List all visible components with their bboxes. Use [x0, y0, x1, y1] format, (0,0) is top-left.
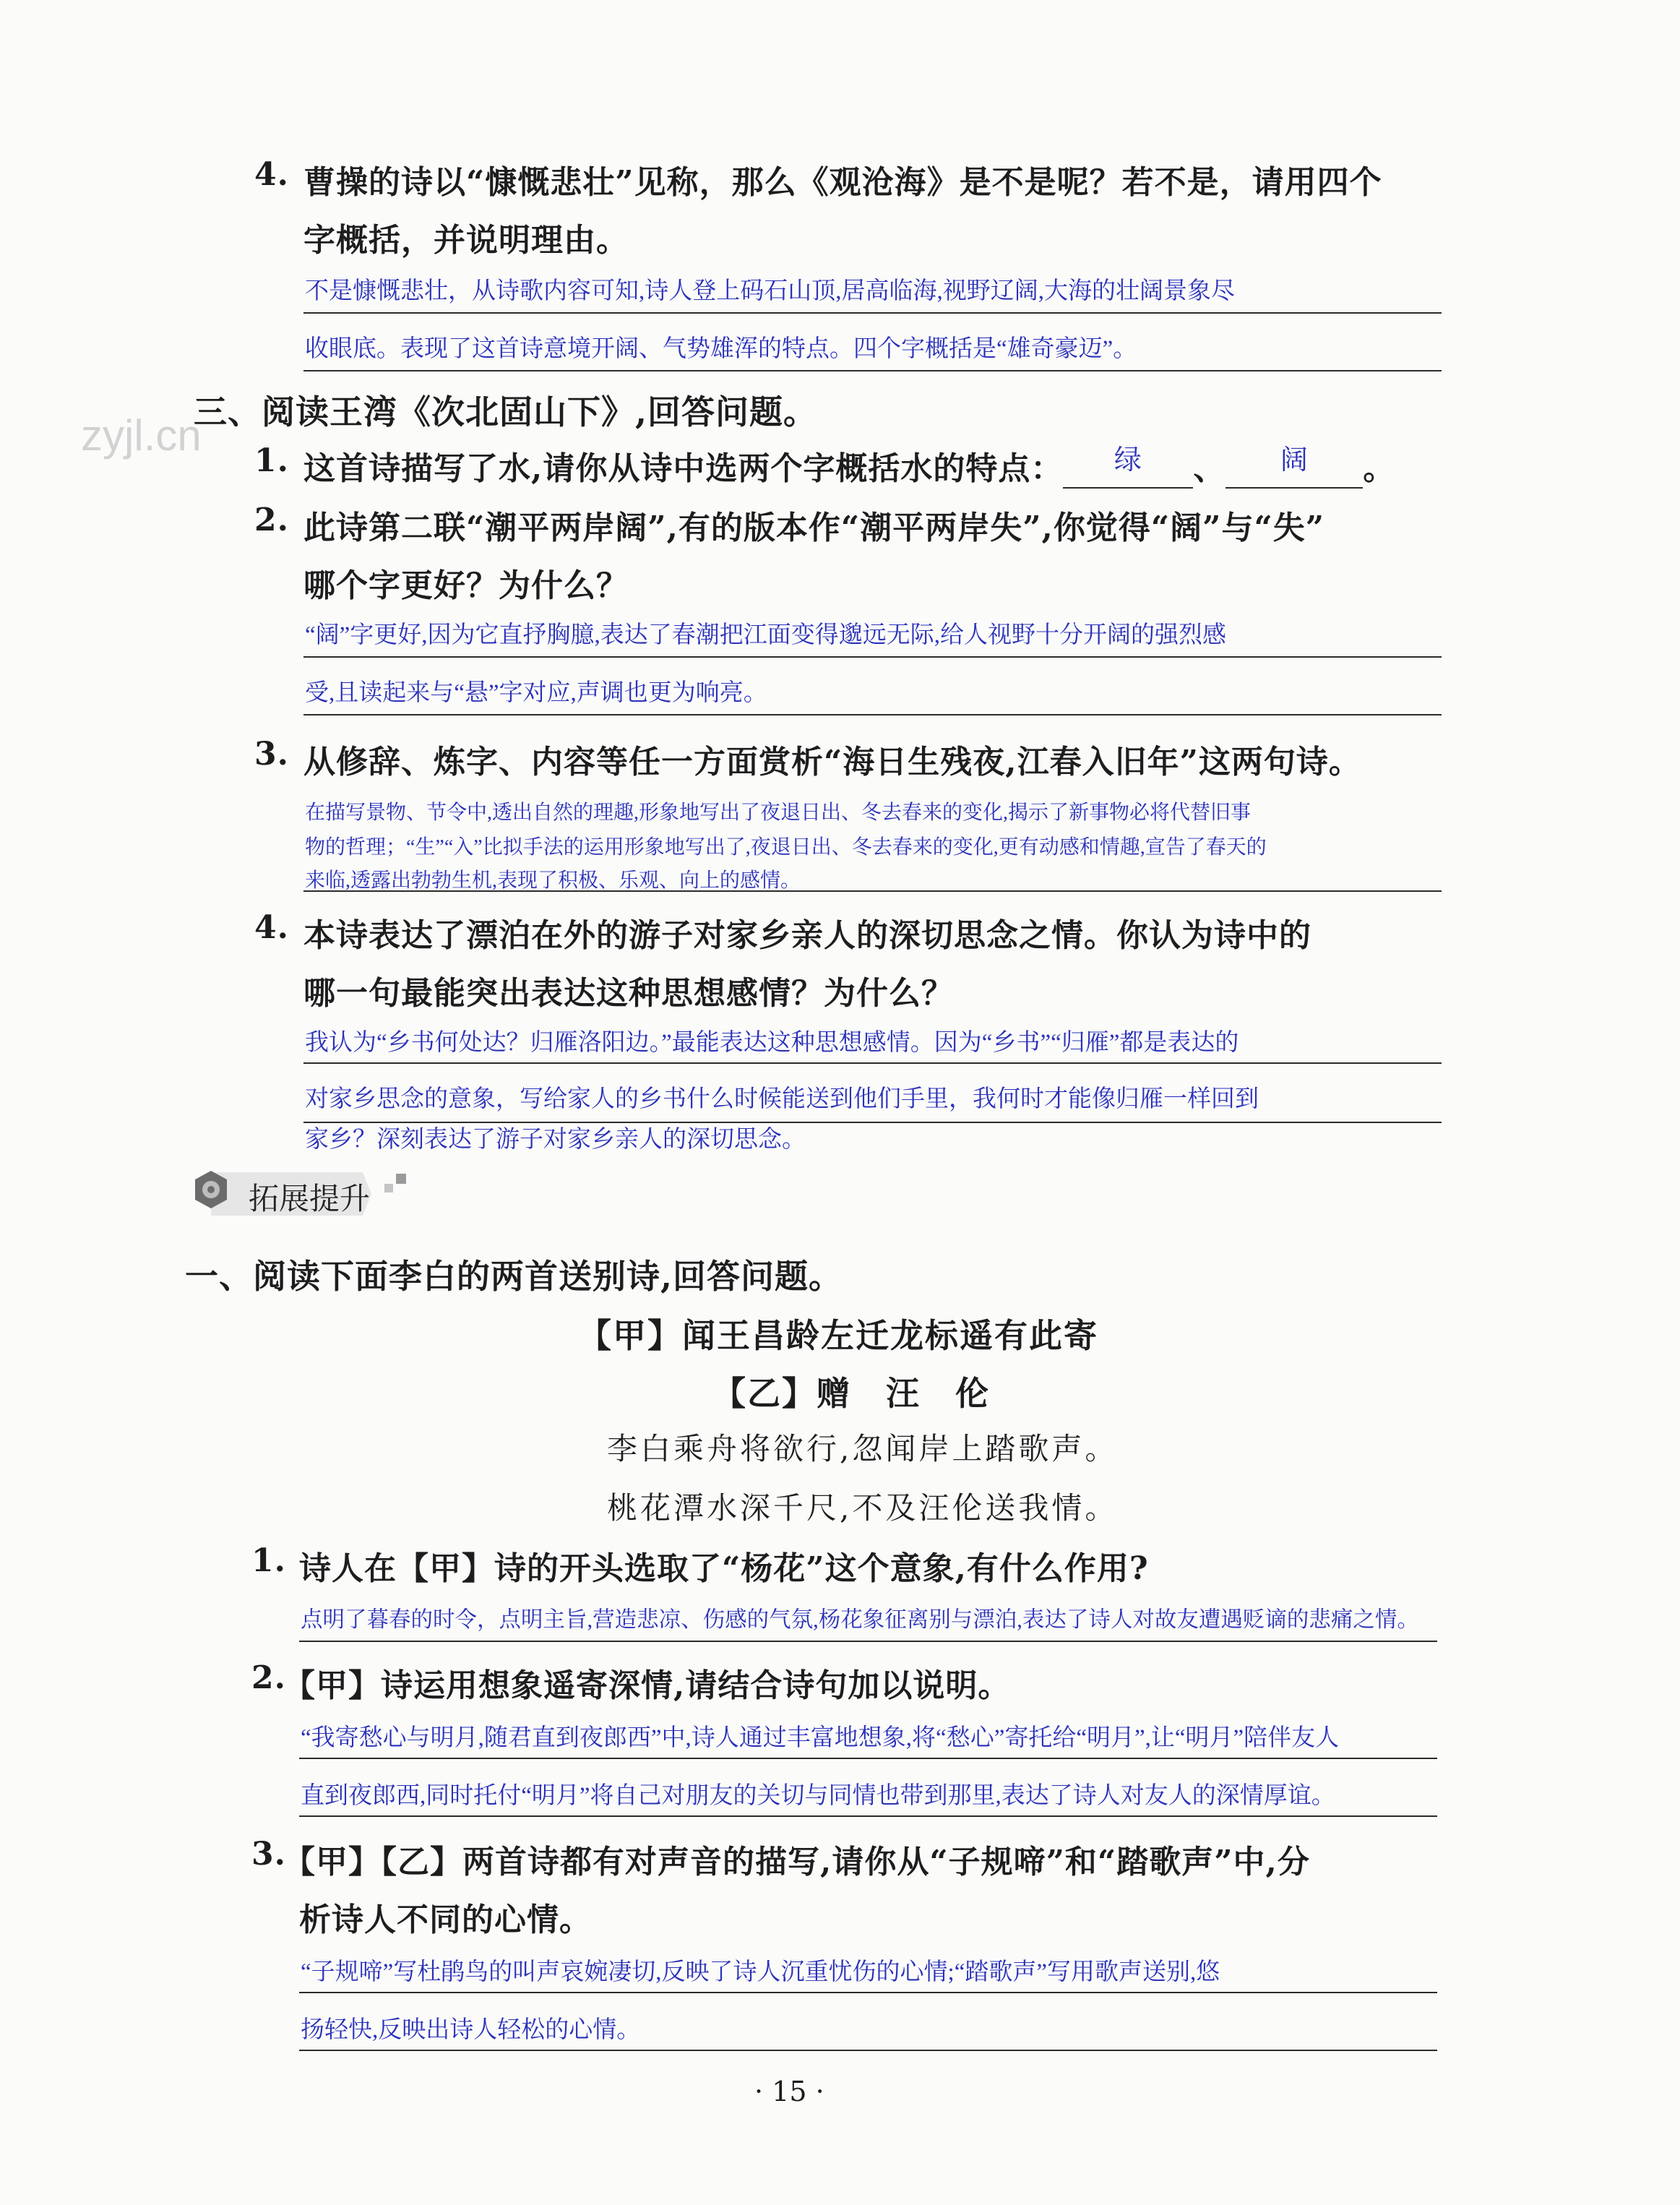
section-title: 三、阅读王湾《次北固山下》,回答问题。 [194, 392, 818, 431]
question-text: 诗人在【甲】诗的开头选取了“杨花”这个意象,有什么作用? [299, 1550, 1149, 1587]
question-number: 2. [251, 1659, 286, 1696]
separator: 、 [1193, 450, 1226, 487]
answer-line [303, 312, 1442, 314]
question-text: 【甲】诗运用想象遥寄深情,请结合诗句加以说明。 [283, 1667, 1011, 1704]
answer-text: 不是慷慨悲壮，从诗歌内容可知,诗人登上码石山顶,居高临海,视野辽阔,大海的壮阔景象尽 [305, 278, 1235, 304]
answer-text: 受,且读起来与“悬”字对应,声调也更为响亮。 [305, 680, 767, 706]
answer-text: 对家乡思念的意象，写给家人的乡书什么时候能送到他们手里，我何时才能像归雁一样回到 [305, 1086, 1259, 1112]
question-text: 哪一句最能突出表达这种思想感情？为什么？ [303, 975, 954, 1012]
question-text: 从修辞、炼字、内容等任一方面赏析“海日生残夜,江春入旧年”这两句诗。 [303, 744, 1361, 781]
answer-line [303, 714, 1442, 715]
question-number: 1. [251, 1542, 286, 1579]
answer-text: 来临,透露出勃勃生机,表现了积极、乐观、向上的感情。 [305, 869, 801, 892]
question-text: 哪个字更好？为什么？ [303, 567, 629, 604]
question-text: 析诗人不同的心情。 [299, 1901, 592, 1938]
answer-text: 扬轻快,反映出诗人轻松的心情。 [301, 2017, 641, 2043]
poem-title: 【乙】赠 汪 伦 [712, 1374, 990, 1413]
question-number: 2. [254, 502, 289, 538]
question-text: 【甲】【乙】两首诗都有对声音的描写,请你从“子规啼”和“踏歌声”中,分 [283, 1844, 1310, 1881]
question-number: 3. [251, 1836, 286, 1873]
answer-text: “阔”字更好,因为它直抒胸臆,表达了春潮把江面变得邈远无际,给人视野十分开阔的强烈感 [305, 622, 1227, 648]
question-text: 曹操的诗以“慷慨悲壮”见称，那么《观沧海》是不是呢？若不是，请用四个 [303, 164, 1382, 201]
answer-line [299, 1758, 1437, 1759]
question-text [303, 442, 1395, 489]
answer-fill: 绿 [1113, 444, 1142, 476]
poem-title: 【甲】闻王昌龄左迁龙标遥有此寄 [578, 1316, 1098, 1355]
answer-line [299, 1641, 1437, 1642]
answer-text: 直到夜郎西,同时托付“明月”将自己对朋友的关切与同情也带到那里,表达了诗人对友人的深情厚谊。 [301, 1783, 1335, 1809]
question-text: 此诗第二联“潮平两岸阔”,有的版本作“潮平两岸失”,你觉得“阔”与“失” [303, 510, 1325, 546]
answer-line [303, 1062, 1442, 1064]
answer-line [303, 656, 1442, 658]
period: 。 [1363, 450, 1396, 487]
answer-line [303, 1122, 1442, 1123]
question-text: 本诗表达了漂泊在外的游子对家乡亲人的深切思念之情。你认为诗中的 [303, 917, 1311, 954]
watermark: zyjl.cn [81, 411, 202, 460]
poem-line: 桃花潭水深千尺,不及汪伦送我情。 [607, 1490, 1119, 1526]
answer-text: 家乡？深刻表达了游子对家乡亲人的深切思念。 [305, 1127, 806, 1153]
question-text: 这首诗描写了水,请你从诗中选两个字概括水的特点： [303, 450, 1064, 487]
answer-text: 在描写景物、节令中,透出自然的理趣,形象地写出了夜退日出、冬去春来的变化,揭示了新事物必将代替旧事 [305, 801, 1252, 824]
answer-line [303, 890, 1442, 892]
question-number: 4. [254, 909, 289, 946]
section-badge-label: 拓展提升 [249, 1181, 371, 1216]
section-title: 一、阅读下面李白的两首送别诗,回答问题。 [185, 1257, 843, 1296]
answer-text: 收眼底。表现了这首诗意境开阔、气势雄浑的特点。四个字概括是“雄奇豪迈”。 [305, 336, 1137, 362]
answer-text: 我认为“乡书何处达？归雁洛阳边。”最能表达这种思想感情。因为“乡书”“归雁”都是表达的 [305, 1030, 1239, 1056]
answer-text: “我寄愁心与明月,随君直到夜郎西”中,诗人通过丰富地想象,将“愁心”寄托给“明月”,让“明月”陪伴友人 [301, 1725, 1340, 1751]
question-number: 3. [254, 736, 289, 773]
answer-line [303, 370, 1442, 371]
answer-blank [1225, 444, 1363, 489]
poem-line: 李白乘舟将欲行,忽闻岸上踏歌声。 [607, 1431, 1119, 1466]
answer-line [299, 2050, 1437, 2051]
answer-fill: 阔 [1280, 444, 1309, 476]
answer-line [299, 1815, 1437, 1817]
answer-line [299, 1992, 1437, 1993]
answer-blank [1063, 444, 1193, 489]
question-text: 字概括，并说明理由。 [303, 222, 629, 259]
answer-text: “子规啼”写杜鹃鸟的叫声哀婉凄切,反映了诗人沉重忧伤的心情;“踏歌声”写用歌声送别,悠 [301, 1959, 1220, 1985]
question-number: 1. [254, 442, 289, 479]
page-number: · 15 · [754, 2076, 824, 2107]
answer-text: 物的哲理；“生”“入”比拟手法的运用形象地写出了,夜退日出、冬去春来的变化,更有动感和情趣,宣告了春天的 [305, 836, 1267, 859]
question-number: 4. [254, 156, 289, 193]
section-badge [182, 1165, 421, 1223]
answer-text: 点明了暮春的时令，点明主旨,营造悲凉、伤感的气氛,杨花象征离别与漂泊,表达了诗人对故友遭遇贬谪的悲痛之情。 [301, 1607, 1419, 1632]
